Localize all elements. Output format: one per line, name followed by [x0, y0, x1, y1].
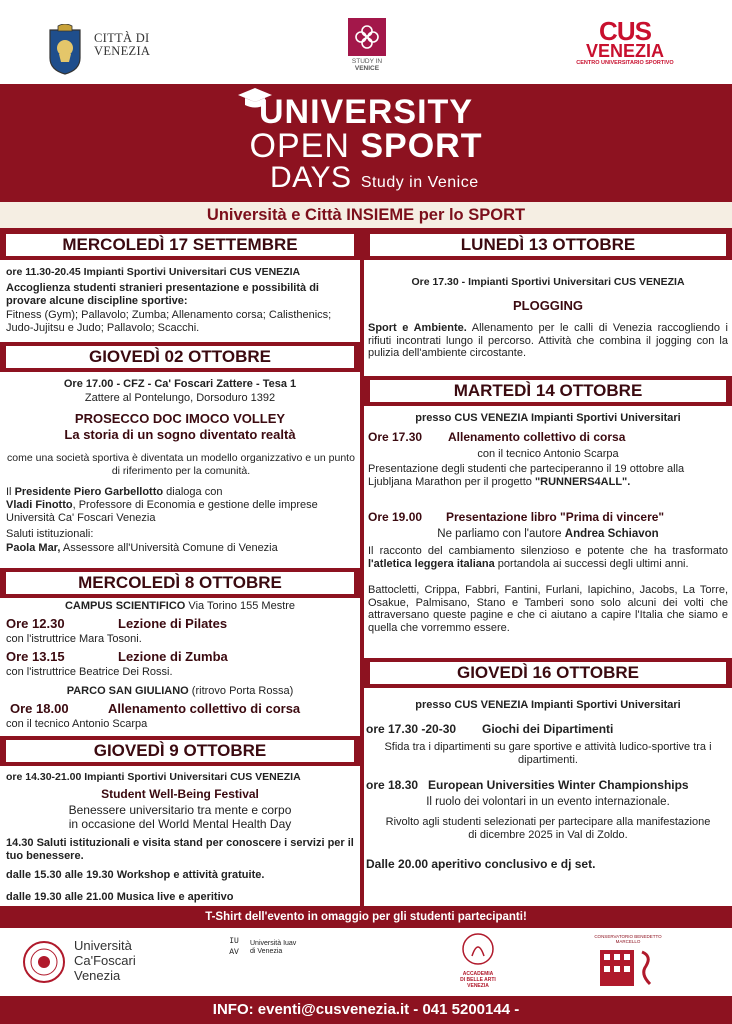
- left-column: [0, 230, 360, 906]
- day-title: MARTEDÌ 14 OTTOBRE: [370, 380, 726, 402]
- iuav-logo: [228, 936, 318, 992]
- cus-venezia-logo: [570, 16, 680, 80]
- event-title: PLOGGING: [512, 298, 584, 313]
- activity-note: Rivolto agli studenti selezionati per partecipare alla manifestazione di dicembre 2025 in Val di Zoldo.: [385, 816, 711, 841]
- partner-logos: [0, 928, 732, 996]
- headline-banner: Università e Città INSIEME per lo SPORT: [0, 202, 732, 228]
- iuav-line-1: Università Iuav: [250, 940, 297, 947]
- festival-item: dalle 15.30 alle 19.30 Workshop e attività gratuite.: [6, 869, 265, 881]
- venezia-line-2: VENEZIA: [94, 44, 151, 58]
- title-days-word: DAYS: [270, 161, 352, 194]
- day-title: GIOVEDÌ 02 OTTOBRE: [6, 346, 354, 368]
- festival-title: Student Well-Being Festival: [101, 787, 259, 801]
- event-location: presso CUS VENEZIA Impianti Sportivi Universitari: [415, 412, 681, 424]
- activity-title: Lezione di Pilates: [118, 616, 228, 631]
- day-header: [364, 376, 732, 406]
- cus-venezia-text: VENEZIA: [585, 41, 664, 61]
- day-header: [364, 230, 732, 260]
- iuav-mark: IUAV: [229, 937, 239, 957]
- campus-location: [0, 600, 360, 613]
- title-sport: SPORT: [360, 127, 483, 165]
- title-university: UNIVERSITY: [258, 93, 474, 131]
- study-in-venice-logo: [330, 18, 404, 80]
- activity-description: [368, 463, 728, 488]
- day-title: GIOVEDÌ 16 OTTOBRE: [370, 662, 726, 684]
- runners-project: "RUNNERS4ALL".: [534, 475, 631, 488]
- title-study-in-venice: Study in Venice: [360, 174, 479, 191]
- speaker-1-name: Presidente Piero Garbellotto: [14, 486, 164, 498]
- activity-title: Lezione di Zumba: [118, 649, 228, 664]
- speaker-2-name: Vladi Finotto: [6, 499, 73, 511]
- event-activities: Fitness (Gym); Pallavolo; Zumba; Allenamento corsa; Calisthenics; Judo-Jujitsu e Judo; Pallavolo; Scacchi.: [6, 309, 332, 334]
- day-title: MERCOLEDÌ 8 OTTOBRE: [6, 572, 354, 594]
- venezia-line-1: CITTÀ DI: [94, 31, 150, 45]
- activity-time: Ore 12.30: [6, 616, 65, 631]
- speaker-3-name: Paola Mar,: [6, 542, 61, 554]
- activity-instructor: con l'istruttrice Mara Tosoni.: [6, 633, 142, 645]
- event-description: come una società sportiva è diventata un modello organizzativo e un punto di riferimento per la comunità.: [7, 452, 355, 477]
- activity-title: Allenamento collettivo di corsa: [108, 701, 301, 716]
- contact-info: INFO: eventi@cusvenezia.it - 041 5200144 -: [0, 996, 732, 1024]
- park-name: PARCO SAN GIULIANO: [66, 685, 189, 697]
- ca-foscari-line-3: Venezia: [74, 968, 121, 983]
- event-description: [368, 322, 728, 360]
- activity-description: Il ruolo dei volontari in un evento internazionale.: [426, 796, 670, 808]
- day-title: LUNEDÌ 13 OTTOBRE: [370, 234, 726, 256]
- accademia-line-3: VENEZIA: [467, 983, 489, 989]
- festival-subtitle-2: in occasione del World Mental Health Day: [68, 817, 292, 831]
- day-header: [364, 658, 732, 688]
- greetings-label: Saluti istituzionali:: [6, 528, 94, 540]
- book-description-b: l'atletica leggera italiana: [368, 557, 495, 570]
- citta-di-venezia-logo: [40, 22, 200, 78]
- park-meeting-point: (ritrovo Porta Rossa): [188, 685, 294, 697]
- activity-time: ore 17.30 -20-30: [366, 722, 457, 736]
- campus-name: CAMPUS SCIENTIFICO: [64, 600, 186, 612]
- event-time: ore 11.30-20.45 Impianti Sportivi Universitari CUS VENEZIA: [6, 266, 301, 278]
- day-title: GIOVEDÌ 9 OTTOBRE: [6, 740, 354, 762]
- speaker-1-a: Il: [6, 486, 15, 498]
- day-header: [0, 342, 360, 372]
- event-description-body: Allenamento per le calli di Venezia raccogliendo i rifiuti incontrati lungo il percorso. Attività che combina il jogging con la pulizia dell'ambiente circostante.: [368, 322, 728, 359]
- activity-description: Sfida tra i dipartimenti su gare sportive e attività ludico-sportive tra i dipartimenti.: [384, 741, 712, 766]
- festival-item: 14.30 Saluti istituzionali e visita stand per conoscere i servizi per il tuo benessere.: [6, 837, 354, 862]
- book-description: [368, 545, 728, 570]
- book-athletes: Battocletti, Crippa, Fabbri, Fantini, Furlani, Iapichino, Jacobs, La Torre, Osakue, Palmisano, Stano e Tamberi sono solo alcuni dei volti che attraversano queste pagine e che ci aiutano a capire l'Italia che siamo e quella che vorremmo essere.: [368, 584, 728, 634]
- study-in-venice-mark-icon: [348, 18, 386, 56]
- book-description-a: Il racconto del cambiamento silenzioso e potente che ha trasformato: [368, 545, 728, 557]
- activity-title: Allenamento collettivo di corsa: [448, 430, 626, 444]
- event-title-2: La storia di un sogno diventato realtà: [64, 427, 296, 442]
- activity-time: ore 18.30: [366, 778, 419, 792]
- ca-foscari-line-1: Università: [74, 938, 132, 953]
- day-header: [0, 736, 360, 766]
- activity-instructor: con il tecnico Antonio Scarpa: [477, 448, 619, 460]
- event-time: Ore 17.30 - Impianti Sportivi Universitari CUS VENEZIA: [411, 276, 685, 288]
- cus-subtitle: CENTRO UNIVERSITARIO SPORTIVO: [576, 60, 674, 66]
- accademia-seal-icon: [461, 932, 495, 966]
- title-days: [270, 162, 479, 199]
- cus-text: CUS: [599, 16, 651, 46]
- study-line-1: STUDY IN: [351, 58, 383, 65]
- closing-event: Dalle 20.00 aperitivo conclusivo e dj set.: [366, 857, 596, 871]
- tshirt-banner: T-Shirt dell'evento in omaggio per gli studenti partecipanti!: [0, 906, 732, 928]
- event-place: Zattere al Pontelungo, Dorsoduro 1392: [84, 392, 276, 404]
- activity-time: Ore 13.15: [6, 649, 65, 664]
- campus-address: Via Torino 155 Mestre: [185, 600, 296, 612]
- conservatorio-name: CONSERVATORIO BENEDETTO MARCELLO: [594, 934, 662, 944]
- iuav-line-2: di Venezia: [250, 948, 283, 955]
- ca-foscari-line-2: Ca'Foscari: [74, 953, 136, 968]
- event-time: ore 14.30-21.00 Impianti Sportivi Universitari CUS VENEZIA: [6, 771, 301, 783]
- activity-title: Presentazione libro "Prima di vincere": [446, 510, 665, 524]
- accademia-line-1: ACCADEMIA: [462, 971, 494, 977]
- speaker-2-role: , Professore di Economia e gestione delle imprese Università Ca' Foscari Venezia: [6, 499, 318, 524]
- conservatorio-logo: [592, 934, 664, 992]
- title-open: OPEN: [249, 127, 350, 165]
- speaker-2: [6, 499, 356, 524]
- activity-time: Ore 18.00: [10, 701, 69, 716]
- book-description-c: portandola ai successi degli ultimi anni.: [494, 557, 689, 570]
- speaker-1: [6, 486, 356, 499]
- activity-time: Ore 17.30: [368, 430, 423, 444]
- activity-time: Ore 19.00: [368, 510, 423, 524]
- activity-instructor: con il tecnico Antonio Scarpa: [6, 718, 148, 730]
- ca-foscari-seal-icon: [22, 940, 66, 984]
- accademia-logo: [448, 932, 508, 994]
- title-open-sport: [0, 128, 732, 164]
- day-title: MERCOLEDÌ 17 SETTEMBRE: [6, 234, 354, 256]
- speaker-1-c: dialoga con: [163, 486, 223, 498]
- festival-item: dalle 19.30 alle 21.00 Musica live e aperitivo: [6, 891, 234, 903]
- speaker-3-role: Assessore all'Università Comune di Venezia: [60, 542, 278, 554]
- day-header: [0, 568, 360, 598]
- speaker-3: [6, 542, 356, 555]
- event-description-lead: Sport e Ambiente.: [368, 322, 467, 334]
- event-description: Accoglienza studenti stranieri presentazione e possibilità di provare alcune discipline sportive:: [6, 282, 319, 307]
- activity-instructor: con l'istruttrice Beatrice Dei Rossi.: [6, 666, 173, 678]
- ca-foscari-logo: [22, 936, 172, 988]
- event-title-1: PROSECCO DOC IMOCO VOLLEY: [74, 411, 286, 426]
- book-author-intro: Ne parliamo con l'autore: [437, 528, 565, 540]
- park-location: [0, 685, 360, 698]
- top-logo-bar: [0, 0, 732, 84]
- study-line-2: VENICE: [354, 65, 380, 72]
- runners-text: Presentazione degli studenti che parteciperanno il 19 ottobre alla Ljubljana Marathon per il progetto: [368, 463, 685, 488]
- right-column: [364, 230, 732, 906]
- event-location: presso CUS VENEZIA Impianti Sportivi Universitari: [415, 699, 681, 711]
- accademia-line-2: DI BELLE ARTI: [460, 977, 496, 983]
- activity-title: Giochi dei Dipartimenti: [482, 722, 614, 736]
- book-author: [364, 528, 732, 541]
- book-author-name: Andrea Schiavon: [564, 528, 659, 540]
- festival-subtitle-1: Benessere universitario tra mente e corpo: [68, 803, 292, 817]
- event-time: Ore 17.00 - CFZ - Ca' Foscari Zattere - Tesa 1: [63, 378, 297, 390]
- day-header: [0, 230, 360, 260]
- event-title: [0, 84, 732, 202]
- venezia-crest-icon: [44, 24, 86, 76]
- conservatorio-building-icon: [598, 946, 658, 990]
- activity-title: European Universities Winter Championships: [428, 778, 689, 792]
